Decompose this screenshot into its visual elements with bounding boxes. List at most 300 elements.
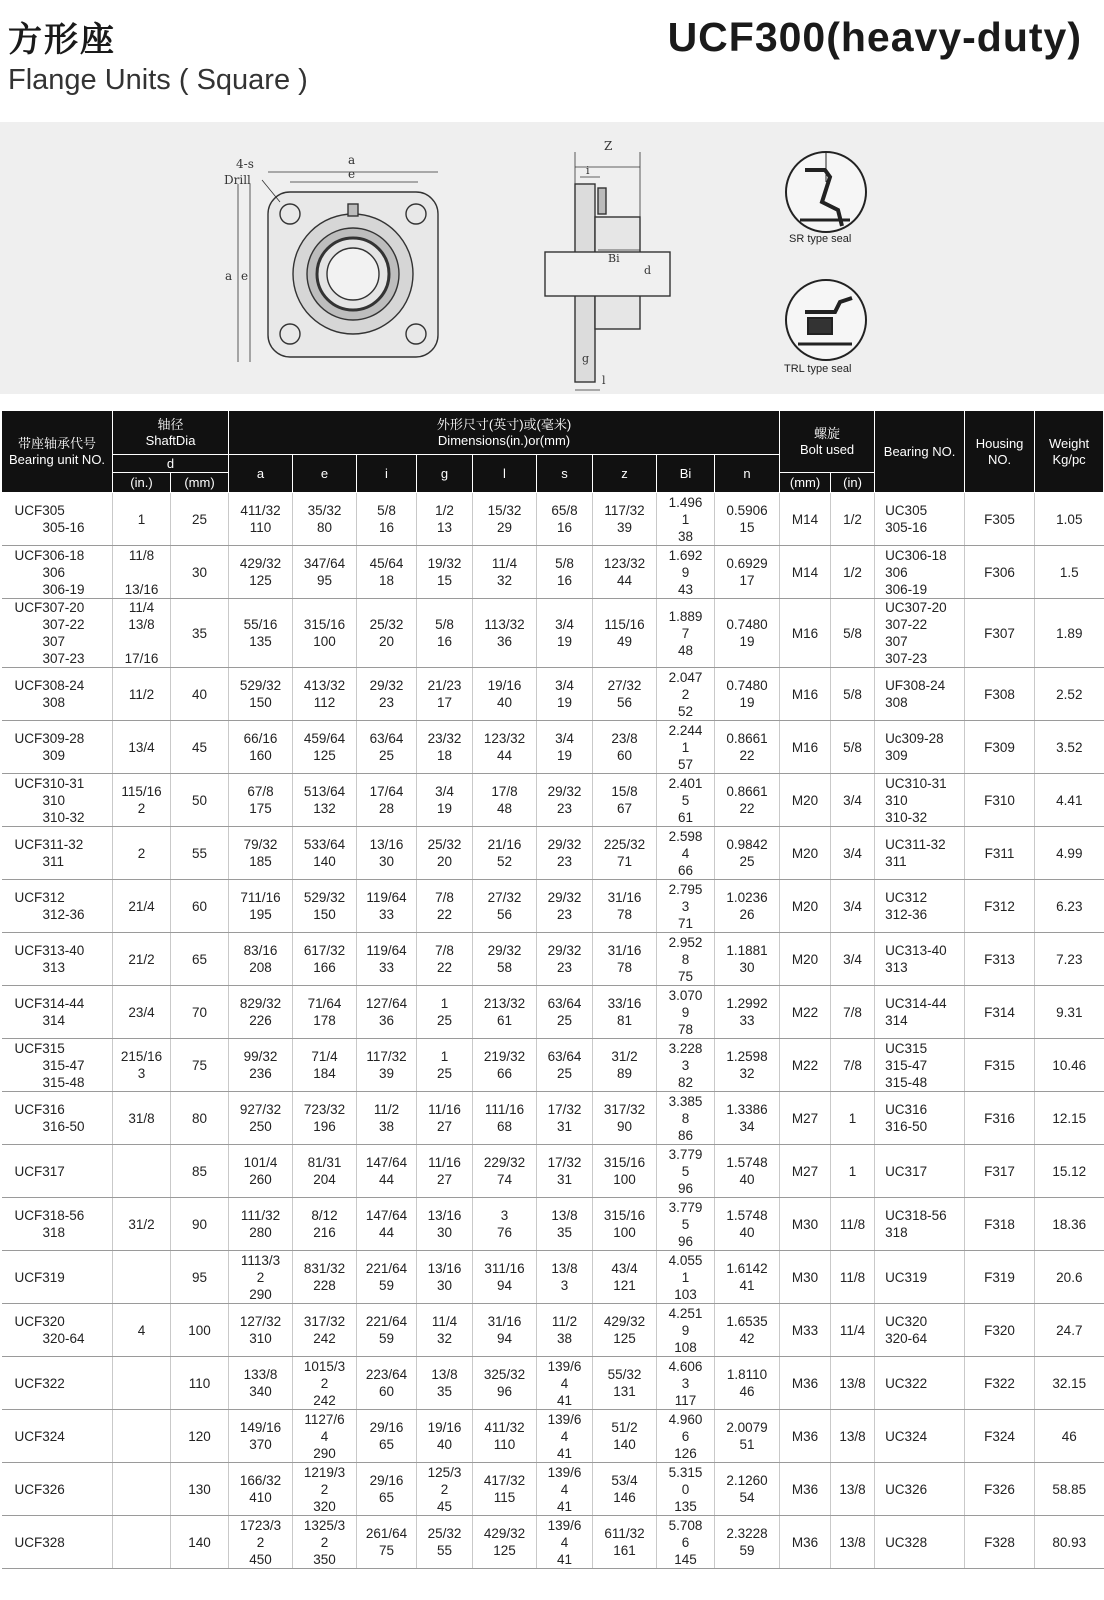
table-row	[2, 546, 1104, 599]
cell-line: 23	[556, 854, 573, 869]
cell-line: 459/64	[303, 731, 346, 746]
cell-z	[593, 493, 657, 546]
cell-weight: 15.12	[1035, 1145, 1104, 1198]
cell-line	[113, 1269, 170, 1286]
cell-line: 3	[137, 1066, 146, 1081]
cell-s	[537, 599, 593, 668]
cell-housing: F317	[965, 1145, 1035, 1198]
cell-line: 161	[613, 1543, 636, 1558]
cell-l	[473, 933, 537, 986]
cell-line: 31/16	[607, 890, 642, 905]
cell-n	[715, 1463, 780, 1516]
label-z: Z	[604, 139, 613, 153]
cell-l	[473, 599, 537, 668]
cell-bi	[657, 774, 715, 827]
cell-line: 23/32	[427, 731, 462, 746]
cell-line: 3/4	[555, 678, 574, 693]
cell-line: 139/6	[547, 1411, 582, 1427]
cell-line: 112	[313, 695, 336, 710]
cell-g	[417, 668, 473, 721]
cell-bi	[657, 1198, 715, 1251]
cell-bin: 1	[831, 1092, 875, 1145]
cell-line: 215/16	[120, 1049, 163, 1064]
cell-bmm: M16	[780, 599, 831, 668]
cell-line: 146	[613, 1490, 636, 1505]
cell-line: 320-64	[42, 1331, 85, 1346]
cell-line: 0.9842	[726, 837, 768, 852]
cell-line	[113, 1375, 170, 1392]
cell-i	[357, 1145, 417, 1198]
cell-weight: 9.31	[1035, 986, 1104, 1039]
th-unit: 带座轴承代号 Bearing unit NO.	[2, 411, 113, 493]
cell-line: 45	[436, 1498, 453, 1514]
cell-bi	[657, 721, 715, 774]
cell-line: 51	[739, 1437, 755, 1452]
cell-line: 204	[313, 1172, 336, 1187]
cell-line: 450	[249, 1551, 272, 1567]
cell-line: 36	[378, 1013, 395, 1028]
cell-line: 19/32	[427, 556, 462, 571]
cell-line: 55/16	[243, 617, 278, 632]
cell-dmm: 120	[171, 1410, 229, 1463]
cell-line: 25	[556, 1066, 573, 1081]
cell-line: 96	[677, 1180, 694, 1196]
cell-line: 711/16	[240, 890, 281, 905]
cell-brg	[875, 599, 965, 668]
cell-bmm: M14	[780, 546, 831, 599]
cell-line: 0.8661	[726, 784, 768, 799]
cell-a	[229, 827, 293, 880]
cell-line: 7/8	[435, 890, 454, 905]
cell-line: 13/16	[124, 581, 159, 597]
cell-bin: 13/8	[831, 1410, 875, 1463]
cell-bin: 11/8	[831, 1198, 875, 1251]
cell-line: 320-64	[885, 1331, 928, 1346]
cell-e	[293, 774, 357, 827]
cell-line: UCF305	[14, 503, 65, 518]
cell-line: 39	[378, 1066, 395, 1081]
cell-line: 125/3	[427, 1464, 462, 1480]
cell-weight: 1.05	[1035, 493, 1104, 546]
cell-l	[473, 668, 537, 721]
cell-line: 22	[739, 801, 755, 816]
cell-line: 3	[560, 1278, 569, 1293]
table-row	[2, 986, 1104, 1039]
cell-line: 66/16	[243, 731, 278, 746]
cell-line: 314	[885, 1013, 908, 1028]
cell-dmm: 35	[171, 599, 229, 668]
cell-line: 178	[313, 1013, 336, 1028]
drawing-svg	[0, 122, 1104, 394]
cell-n	[715, 546, 780, 599]
cell-line: 99/32	[243, 1049, 278, 1064]
cell-line: 125	[493, 1543, 516, 1558]
cell-line: 429/32	[603, 1314, 646, 1329]
cell-line: 11/2	[128, 686, 155, 702]
cell-line: 59	[378, 1331, 395, 1346]
cell-line: 3.385	[668, 1093, 703, 1109]
cell-line: 1	[681, 511, 690, 527]
cell-s	[537, 546, 593, 599]
cell-line: 21/23	[427, 678, 462, 693]
cell-din	[113, 1463, 171, 1516]
cell-line: UCF313-40	[14, 943, 85, 958]
cell-line: 33/16	[607, 996, 642, 1011]
table-row	[2, 599, 1104, 668]
cell-brg	[875, 1357, 965, 1410]
cell-brg	[875, 1039, 965, 1092]
cell-n	[715, 1357, 780, 1410]
cell-line: 101/4	[243, 1155, 278, 1170]
cell-unit	[2, 546, 113, 599]
cell-line: 86	[677, 1127, 694, 1143]
cell-din	[113, 933, 171, 986]
cell-bin: 1	[831, 1145, 875, 1198]
cell-n	[715, 986, 780, 1039]
cell-weight: 4.99	[1035, 827, 1104, 880]
cell-line: 307-22	[42, 617, 85, 632]
cell-line: 31/16	[487, 1314, 522, 1329]
table-row	[2, 1198, 1104, 1251]
cell-line: 38	[677, 528, 694, 544]
technical-drawing	[0, 122, 1104, 394]
cell-line: 23	[556, 907, 573, 922]
th-housing: Housing NO.	[965, 411, 1035, 493]
cell-dmm: 70	[171, 986, 229, 1039]
drill-label-2: Drill	[224, 173, 251, 187]
cell-bmm: M30	[780, 1251, 831, 1304]
cell-e	[293, 880, 357, 933]
cell-line: 9	[681, 1004, 690, 1020]
cell-bi	[657, 1092, 715, 1145]
table-body	[2, 493, 1104, 1569]
cell-din	[113, 1198, 171, 1251]
cell-unit	[2, 1092, 113, 1145]
cell-line: 3	[681, 1057, 690, 1073]
label-e-top: e	[348, 167, 356, 181]
label-a-top: a	[348, 153, 356, 167]
cell-line: 2	[320, 1534, 329, 1550]
cell-line: 429/32	[483, 1526, 526, 1541]
cell-line: 221/64	[365, 1261, 408, 1276]
cell-line: 307-22	[885, 617, 928, 632]
cell-s	[537, 880, 593, 933]
sr-seal-label: SR type seal	[789, 233, 852, 245]
cell-i	[357, 774, 417, 827]
th-s: s	[537, 455, 593, 493]
cell-line: 30	[436, 1225, 453, 1240]
cell-bi	[657, 933, 715, 986]
cell-line: 71/4	[311, 1049, 338, 1064]
cell-line: 0	[681, 1481, 690, 1497]
cell-a	[229, 1251, 293, 1304]
cell-line: 29	[496, 520, 513, 535]
cell-line: 140	[313, 854, 336, 869]
cell-line: 94	[496, 1331, 513, 1346]
cell-din	[113, 827, 171, 880]
cell-e	[293, 827, 357, 880]
cell-line: 125	[613, 1331, 636, 1346]
cell-line: 29/16	[369, 1473, 404, 1488]
cell-i	[357, 933, 417, 986]
cell-line: 45/64	[369, 556, 404, 571]
cell-dmm: 90	[171, 1198, 229, 1251]
cell-din	[113, 546, 171, 599]
cell-line: 18	[378, 573, 395, 588]
label-bi: Bi	[608, 252, 620, 265]
cell-line: 65	[378, 1490, 395, 1505]
th-d-mm: (mm)	[171, 473, 229, 493]
cell-line: 1.496	[668, 494, 703, 510]
cell-line: 1	[440, 996, 449, 1011]
cell-line: 17/32	[547, 1155, 582, 1170]
cell-line: UCF316	[14, 1102, 65, 1117]
cell-unit	[2, 1198, 113, 1251]
cell-line: 529/32	[239, 678, 282, 693]
cell-line: 56	[616, 695, 633, 710]
cell-line: UCF324	[14, 1428, 65, 1444]
cell-line: 44	[378, 1225, 395, 1240]
cell-a	[229, 1092, 293, 1145]
cell-bin: 5/8	[831, 668, 875, 721]
cell-n	[715, 493, 780, 546]
cell-line: 17/16	[124, 651, 159, 666]
cell-line: 29/32	[547, 943, 582, 958]
cell-housing: F312	[965, 880, 1035, 933]
cell-line: 9	[681, 1322, 690, 1338]
cell-s	[537, 1357, 593, 1410]
cell-line: 61	[496, 1013, 513, 1028]
cell-line: UC307-20	[885, 600, 947, 615]
cell-line: 140	[613, 1437, 636, 1452]
cell-dmm: 85	[171, 1145, 229, 1198]
cell-bi	[657, 546, 715, 599]
cell-line: 411/32	[240, 503, 281, 518]
cell-line: 8/12	[311, 1208, 338, 1223]
cell-line: 927/32	[239, 1102, 282, 1117]
th-bearing: Bearing NO.	[875, 411, 965, 493]
cell-l	[473, 1251, 537, 1304]
cell-line: 1	[137, 511, 146, 527]
cell-bmm: M14	[780, 493, 831, 546]
cell-unit	[2, 668, 113, 721]
cell-line: 23	[556, 801, 573, 816]
cell-line: 306	[885, 564, 908, 580]
cell-din	[113, 774, 171, 827]
cell-bmm: M36	[780, 1357, 831, 1410]
sr-seal-icon	[786, 152, 866, 232]
cell-line: 27	[436, 1119, 453, 1134]
cell-line: 411/32	[484, 1420, 525, 1435]
cell-l	[473, 880, 537, 933]
cell-line: 25/32	[427, 837, 462, 852]
cell-line: 30	[739, 960, 755, 975]
cell-line: 21/16	[487, 837, 522, 852]
cell-line: 94	[496, 1278, 513, 1293]
cell-i	[357, 599, 417, 668]
cell-brg	[875, 986, 965, 1039]
cell-line: 3	[681, 1375, 690, 1391]
cell-line: 66	[677, 862, 694, 878]
cell-line: UC311-32	[885, 837, 946, 852]
cell-e	[293, 1092, 357, 1145]
cell-line: UCF320	[14, 1314, 65, 1329]
cell-line: 30	[378, 854, 395, 869]
cell-line: 315-48	[885, 1074, 928, 1090]
cell-line: 75	[378, 1543, 395, 1558]
cell-e	[293, 1304, 357, 1357]
cell-unit	[2, 774, 113, 827]
cell-g	[417, 1145, 473, 1198]
cell-a	[229, 546, 293, 599]
cell-line: UC318-56	[885, 1208, 947, 1223]
cell-line: 195	[249, 907, 272, 922]
cell-line: 260	[249, 1172, 272, 1187]
cell-s	[537, 1410, 593, 1463]
cell-line: 63/64	[369, 731, 404, 746]
cell-line: UC324	[885, 1428, 928, 1444]
cell-line: 513/64	[303, 784, 346, 799]
cell-line: 115	[493, 1490, 516, 1505]
cell-line: 305-16	[42, 520, 85, 535]
cell-line: 40	[496, 695, 513, 710]
cell-line: 131	[613, 1384, 636, 1399]
cell-line: 135	[674, 1498, 697, 1514]
cell-n	[715, 1039, 780, 1092]
cell-g	[417, 599, 473, 668]
cell-line: 23/4	[128, 1004, 155, 1020]
cell-brg	[875, 1304, 965, 1357]
cell-z	[593, 880, 657, 933]
cell-line: 78	[616, 960, 633, 975]
cell-z	[593, 1039, 657, 1092]
cell-housing: F322	[965, 1357, 1035, 1410]
cell-line: UCF326	[14, 1481, 65, 1497]
cell-line: 2.1260	[726, 1473, 768, 1488]
cell-line: 81/31	[307, 1155, 342, 1170]
cell-i	[357, 880, 417, 933]
cell-din	[113, 1357, 171, 1410]
cell-line: 78	[616, 907, 633, 922]
cell-line: 7/8	[435, 943, 454, 958]
cell-l	[473, 1357, 537, 1410]
cell-line: 139/6	[547, 1358, 582, 1374]
table-row	[2, 1092, 1104, 1145]
cell-n	[715, 599, 780, 668]
cell-z	[593, 1410, 657, 1463]
cell-line: 145	[674, 1551, 697, 1567]
cell-s	[537, 493, 593, 546]
cell-line: 413/32	[303, 678, 346, 693]
cell-line: 320	[313, 1498, 336, 1514]
cell-brg	[875, 493, 965, 546]
cell-z	[593, 599, 657, 668]
label-d: d	[644, 264, 652, 277]
cell-line: 139/6	[547, 1517, 582, 1533]
cell-line: 125	[313, 748, 336, 763]
cell-line: 242	[313, 1392, 336, 1408]
cell-line: 67	[616, 801, 633, 816]
cell-din	[113, 599, 171, 668]
cell-bin: 3/4	[831, 774, 875, 827]
cell-g	[417, 1516, 473, 1569]
cell-line: 52	[677, 703, 694, 719]
cell-line: UCF308-24	[14, 678, 85, 693]
table-row	[2, 1357, 1104, 1410]
cell-line: 27/32	[487, 890, 522, 905]
cell-line: 723/32	[303, 1102, 346, 1117]
cell-line: 89	[616, 1066, 633, 1081]
cell-z	[593, 986, 657, 1039]
cell-n	[715, 827, 780, 880]
cell-bmm: M20	[780, 827, 831, 880]
cell-line: 68	[496, 1119, 513, 1134]
cell-line: 307-23	[42, 651, 85, 666]
th-bolt-mm: (mm)	[780, 473, 831, 493]
cell-a	[229, 933, 293, 986]
cell-n	[715, 1410, 780, 1463]
cell-line: 119/64	[366, 890, 407, 905]
cell-line: 17	[739, 573, 755, 588]
cell-line: 123/32	[483, 731, 526, 746]
cell-line: 318	[42, 1225, 66, 1240]
cell-dmm: 65	[171, 933, 229, 986]
cell-line: 1325/3	[303, 1517, 346, 1533]
cell-l	[473, 1304, 537, 1357]
cell-din	[113, 668, 171, 721]
cell-a	[229, 1463, 293, 1516]
cell-g	[417, 493, 473, 546]
cell-line	[113, 1428, 170, 1445]
cell-line: 313	[42, 960, 66, 975]
th-z: z	[593, 455, 657, 493]
label-g: g	[582, 352, 590, 365]
cell-line: 17	[436, 695, 453, 710]
cell-i	[357, 1039, 417, 1092]
cell-a	[229, 1410, 293, 1463]
cell-bi	[657, 668, 715, 721]
cell-line: 2	[137, 801, 146, 816]
cell-e	[293, 1463, 357, 1516]
cell-line: 5	[681, 792, 690, 808]
cell-dmm: 130	[171, 1463, 229, 1516]
cell-unit	[2, 1463, 113, 1516]
cell-bin: 5/8	[831, 721, 875, 774]
cell-line: 65/8	[551, 503, 578, 518]
th-d-in: (in.)	[113, 473, 171, 493]
cell-bi	[657, 1357, 715, 1410]
cell-a	[229, 721, 293, 774]
cell-z	[593, 933, 657, 986]
cell-dmm: 80	[171, 1092, 229, 1145]
cell-line: 11/4	[431, 1314, 458, 1329]
cell-line: 9	[681, 564, 690, 580]
cell-line: 5/8	[377, 503, 396, 518]
cell-s	[537, 1304, 593, 1357]
cell-line: 13/8	[551, 1208, 578, 1223]
cell-a	[229, 1039, 293, 1092]
cell-line: 250	[249, 1119, 272, 1134]
cell-g	[417, 986, 473, 1039]
cell-line: 1.3386	[726, 1102, 768, 1117]
cell-g	[417, 721, 473, 774]
front-view	[238, 172, 438, 362]
cell-line: 111/16	[484, 1102, 525, 1117]
cell-line: 117	[674, 1392, 697, 1408]
cell-line: 315/16	[303, 617, 346, 632]
cell-line: 13/4	[128, 739, 155, 755]
cell-line: 315-47	[42, 1057, 85, 1073]
